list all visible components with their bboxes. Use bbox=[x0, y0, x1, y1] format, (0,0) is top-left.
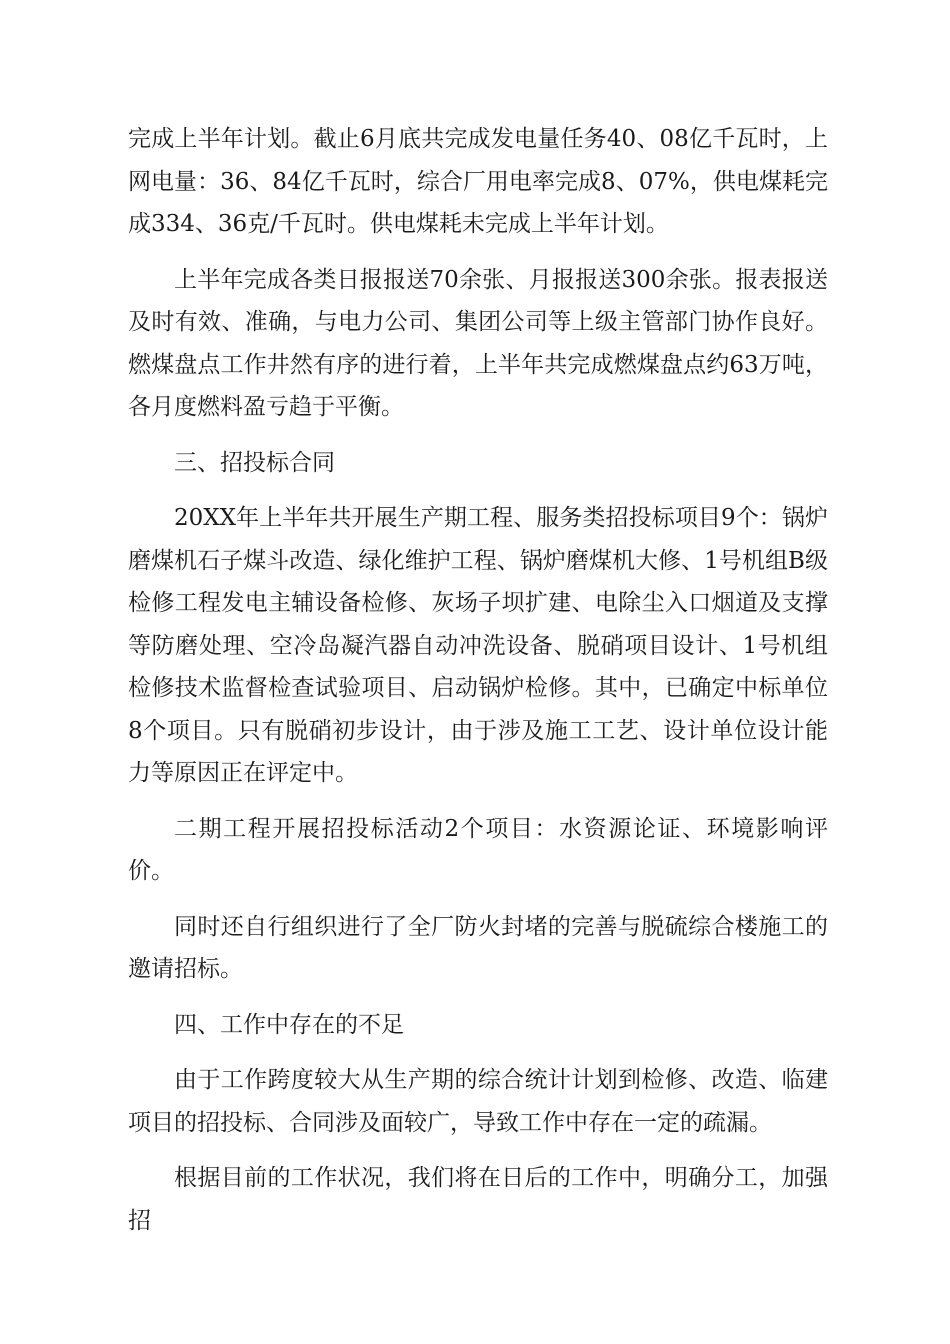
paragraph-bidding-projects: 20XX年上半年共开展生产期工程、服务类招投标项目9个：锅炉磨煤机石子煤斗改造、绿化维护工程、锅炉磨煤机大修、1号机组B级检修工程发电主辅设备检修、灰场子坝扩建、电除尘入口烟道及支撑等防磨处理、空冷岛凝汽器自动冲洗设备、脱硝项目设计、1号机组检修技术监督检查试验项目、启动锅炉检修。其中，已确定中标单位8个项目。只有脱硝初步设计，由于涉及施工工艺、设计单位设计能力等原因正在评定中。 bbox=[128, 505, 828, 786]
section-heading-shortcomings: 四、工作中存在的不足 bbox=[174, 1011, 404, 1038]
document-body bbox=[128, 118, 828, 1255]
paragraph-phase-two-bidding: 二期工程开展招投标活动2个项目：水资源论证、环境影响评价。 bbox=[128, 815, 828, 884]
paragraph-future-work: 根据目前的工作状况，我们将在日后的工作中，明确分工，加强招 bbox=[128, 1165, 828, 1234]
paragraph-report-submission: 上半年完成各类日报报送70余张、月报报送300余张。报表报送及时有效、准确，与电力公司、集团公司等上级主管部门协作良好。燃煤盘点工作井然有序的进行着，上半年共完成燃煤盘点约63万吨，各月度燃料盈亏趋于平衡。 bbox=[128, 266, 828, 420]
paragraph-generation-summary: 完成上半年计划。截止6月底共完成发电量任务40、08亿千瓦时，上网电量：36、84亿千瓦时，综合厂用电率完成8、07%，供电煤耗完成334、36克/千瓦时。供电煤耗未完成上半年计划。 bbox=[128, 126, 828, 237]
section-heading-bidding-contracts: 三、招投标合同 bbox=[174, 449, 335, 476]
paragraph-shortcomings-detail: 由于工作跨度较大从生产期的综合统计计划到检修、改造、临建项目的招投标、合同涉及面较广，导致工作中存在一定的疏漏。 bbox=[128, 1067, 828, 1136]
paragraph-self-organized-bidding: 同时还自行组织进行了全厂防火封堵的完善与脱硫综合楼施工的邀请招标。 bbox=[128, 913, 828, 982]
